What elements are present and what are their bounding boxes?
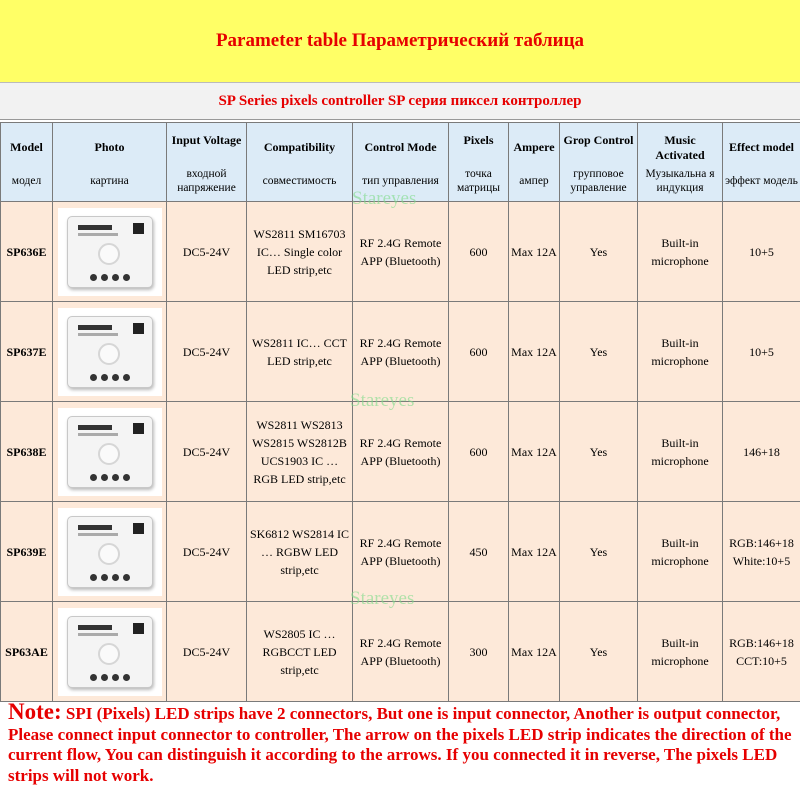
music-cell: Built-in microphone — [638, 502, 723, 602]
header-model: Model модел — [1, 123, 53, 202]
watermark-text: Stareyes — [350, 390, 415, 411]
pixels-cell: 600 — [449, 202, 509, 302]
voltage-cell: DC5-24V — [167, 302, 247, 402]
header-row — [1, 123, 800, 202]
table-row — [1, 202, 800, 302]
header-group-control: Grop Control групповое управление — [560, 123, 638, 202]
model-cell: SP637E — [1, 302, 53, 402]
voltage-cell: DC5-24V — [167, 402, 247, 502]
voltage-cell: DC5-24V — [167, 602, 247, 702]
model-cell: SP639E — [1, 502, 53, 602]
voltage-cell: DC5-24V — [167, 502, 247, 602]
effect-cell: 146+18 — [723, 402, 800, 502]
header-effect-model: Effect model эффект модель — [723, 123, 800, 202]
note-text: SPI (Pixels) LED strips have 2 connectors, But one is input connector, Another is output connector, Please connect input connector to controller, The arrow on the pixels LED strip indicates the direction of the current flow, You can distinguish it according to the arrows. If you connected it in reverse, The pixels LED strips will not work. — [8, 704, 792, 785]
pixels-cell: 450 — [449, 502, 509, 602]
group-control-cell: Yes — [560, 402, 638, 502]
ampere-cell: Max 12A — [509, 602, 560, 702]
header-input-voltage: Input Voltage входной напряжение — [167, 123, 247, 202]
table-row — [1, 402, 800, 502]
photo-cell — [53, 402, 167, 502]
page-subtitle: SP Series pixels controller SP серия пиксел контроллер — [218, 92, 582, 109]
photo-cell — [53, 202, 167, 302]
subtitle-banner — [0, 83, 800, 120]
group-control-cell: Yes — [560, 302, 638, 402]
effect-cell: RGB:146+18 White:10+5 — [723, 502, 800, 602]
compatibility-cell: WS2811 WS2813 WS2815 WS2812B UCS1903 IC … RGB LED strip,etc — [247, 402, 353, 502]
header-music-activated: Music Activated Музыкальна я индукция — [638, 123, 723, 202]
title-banner — [0, 0, 800, 83]
photo-cell — [53, 302, 167, 402]
photo-cell — [53, 602, 167, 702]
pixels-cell: 300 — [449, 602, 509, 702]
note-label: Note: — [8, 699, 62, 724]
model-cell: SP63AE — [1, 602, 53, 702]
effect-cell: 10+5 — [723, 202, 800, 302]
group-control-cell: Yes — [560, 202, 638, 302]
header-compatibility: Compatibility совместимость — [247, 123, 353, 202]
control-mode-cell: RF 2.4G Remote APP (Bluetooth) — [353, 202, 449, 302]
control-mode-cell: RF 2.4G Remote APP (Bluetooth) — [353, 402, 449, 502]
note-paragraph — [8, 699, 792, 786]
voltage-cell: DC5-24V — [167, 202, 247, 302]
pixels-cell: 600 — [449, 402, 509, 502]
header-pixels: Pixels точка матрицы — [449, 123, 509, 202]
effect-cell: 10+5 — [723, 302, 800, 402]
music-cell: Built-in microphone — [638, 202, 723, 302]
table-row — [1, 302, 800, 402]
ampere-cell: Max 12A — [509, 302, 560, 402]
effect-cell: RGB:146+18 CCT:10+5 — [723, 602, 800, 702]
header-photo: Photo картина — [53, 123, 167, 202]
watermark-text: Stareyes — [352, 188, 417, 209]
control-mode-cell: RF 2.4G Remote APP (Bluetooth) — [353, 602, 449, 702]
ampere-cell: Max 12A — [509, 502, 560, 602]
compatibility-cell: SK6812 WS2814 IC … RGBW LED strip,etc — [247, 502, 353, 602]
product-photo — [58, 608, 162, 696]
music-cell: Built-in microphone — [638, 402, 723, 502]
table-row — [1, 602, 800, 702]
parameter-table — [0, 122, 800, 702]
ampere-cell: Max 12A — [509, 202, 560, 302]
pixels-cell: 600 — [449, 302, 509, 402]
product-photo — [58, 508, 162, 596]
product-photo — [58, 208, 162, 296]
music-cell: Built-in microphone — [638, 302, 723, 402]
product-photo — [58, 308, 162, 396]
group-control-cell: Yes — [560, 502, 638, 602]
ampere-cell: Max 12A — [509, 402, 560, 502]
compatibility-cell: WS2811 IC… CCT LED strip,etc — [247, 302, 353, 402]
control-mode-cell: RF 2.4G Remote APP (Bluetooth) — [353, 302, 449, 402]
music-cell: Built-in microphone — [638, 602, 723, 702]
product-photo — [58, 408, 162, 496]
header-ampere: Ampere ампер — [509, 123, 560, 202]
compatibility-cell: WS2811 SM16703 IC… Single color LED strip,etc — [247, 202, 353, 302]
page-title: Parameter table Параметрический таблица — [215, 30, 585, 51]
table-row — [1, 502, 800, 602]
watermark-text: Stareyes — [350, 588, 415, 609]
model-cell: SP636E — [1, 202, 53, 302]
control-mode-cell: RF 2.4G Remote APP (Bluetooth) — [353, 502, 449, 602]
group-control-cell: Yes — [560, 602, 638, 702]
header-control-mode: Control Mode тип управления — [353, 123, 449, 202]
model-cell: SP638E — [1, 402, 53, 502]
photo-cell — [53, 502, 167, 602]
compatibility-cell: WS2805 IC … RGBCCT LED strip,etc — [247, 602, 353, 702]
